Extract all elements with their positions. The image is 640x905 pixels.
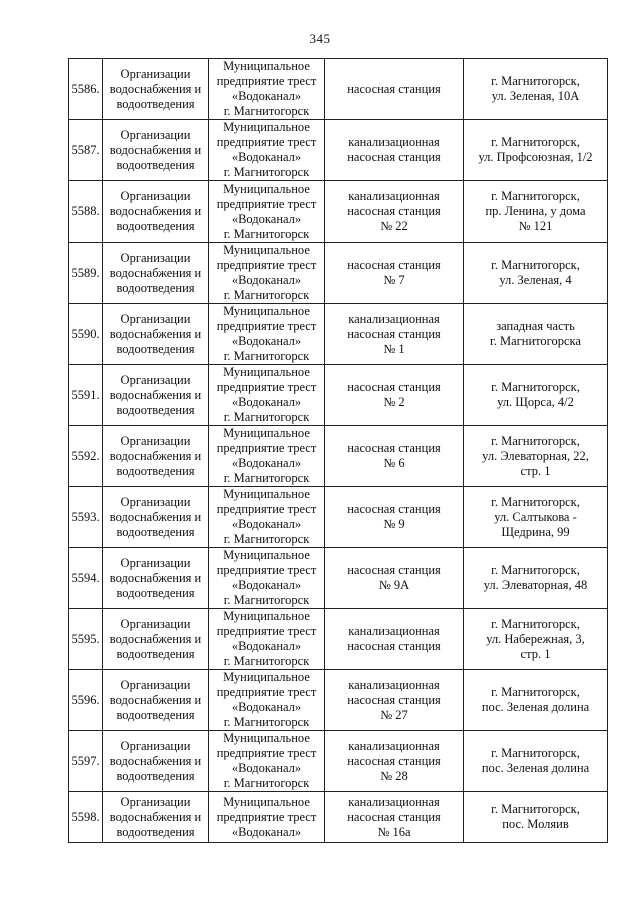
owner-cell-line: «Водоканал»	[231, 89, 302, 103]
owner-cell-line: предприятие трест	[216, 502, 317, 516]
owner-cell	[209, 426, 325, 487]
owner-cell-line: Муниципальное	[223, 548, 310, 562]
owner-cell	[209, 120, 325, 181]
address-cell	[464, 609, 608, 670]
object-cell-line: насосная станция	[347, 692, 441, 707]
page-number: 345	[309, 31, 331, 46]
organization-type-cell	[103, 243, 209, 304]
owner-cell-line: Муниципальное	[223, 243, 310, 257]
organization-type-cell	[103, 59, 209, 120]
address-cell	[464, 243, 608, 304]
object-cell-line: № 6	[383, 456, 405, 470]
owner-cell-line: предприятие трест	[216, 135, 317, 149]
owner-cell-line: Муниципальное	[223, 365, 310, 379]
organization-type-cell-line: Организации	[120, 616, 191, 631]
organization-type-cell-line: Организации	[120, 494, 191, 509]
owner-cell-line: Муниципальное	[223, 609, 310, 623]
object-cell-line: насосная станция	[347, 502, 441, 516]
organization-type-cell-line: водоотведения	[116, 157, 195, 172]
owner-cell	[209, 670, 325, 731]
row-number: 5597.	[69, 731, 103, 792]
owner-cell	[209, 792, 325, 843]
owner-cell	[209, 243, 325, 304]
owner-cell-line: «Водоканал»	[231, 456, 302, 470]
object-cell-line: № 9	[383, 517, 405, 531]
object-cell-line: насосная станция	[347, 753, 441, 768]
object-cell	[325, 548, 464, 609]
address-cell	[464, 487, 608, 548]
owner-cell-line: г. Магнитогорск	[223, 288, 310, 302]
owner-cell-line: предприятие трест	[216, 74, 317, 88]
organization-type-cell-line: водоснабжения и	[109, 509, 202, 524]
address-cell-line: г. Магнитогорск,	[491, 380, 580, 394]
organization-type-cell-line: водоотведения	[116, 96, 195, 111]
owner-cell-line: «Водоканал»	[231, 334, 302, 348]
organization-type-cell-line: Организации	[120, 66, 191, 81]
owner-cell-line: предприятие трест	[216, 809, 317, 824]
owner-cell-line: г. Магнитогорск	[223, 104, 310, 118]
row-number: 5594.	[69, 548, 103, 609]
address-cell-line: г. Магнитогорск,	[491, 494, 580, 509]
organization-type-cell-line: водоснабжения и	[109, 142, 202, 157]
address-cell	[464, 120, 608, 181]
owner-cell-line: «Водоканал»	[231, 824, 302, 839]
owner-cell-line: «Водоканал»	[231, 150, 302, 164]
address-cell	[464, 548, 608, 609]
organization-type-cell-line: Организации	[120, 555, 191, 570]
owner-cell	[209, 548, 325, 609]
organization-type-cell-line: водоотведения	[116, 707, 195, 722]
organization-type-cell-line: водоснабжения и	[109, 753, 202, 768]
address-cell	[464, 792, 608, 843]
object-cell-line: насосная станция	[347, 380, 441, 394]
address-cell-line: г. Магнитогорск,	[491, 258, 580, 272]
object-cell-line: № 16а	[377, 824, 411, 839]
owner-cell-line: Муниципальное	[223, 120, 310, 134]
owner-cell-line: Муниципальное	[223, 731, 310, 745]
organization-type-cell	[103, 548, 209, 609]
object-cell-line: насосная станция	[347, 326, 441, 341]
owner-cell-line: г. Магнитогорск	[223, 776, 310, 790]
organization-type-cell-line: Организации	[120, 189, 191, 203]
organization-type-cell	[103, 304, 209, 365]
row-number: 5586.	[69, 59, 103, 120]
organization-type-cell-line: водоотведения	[116, 341, 195, 356]
object-cell	[325, 609, 464, 670]
address-cell-line: г. Магнитогорска	[490, 334, 581, 348]
organization-type-cell	[103, 609, 209, 670]
table-row	[69, 304, 608, 365]
object-cell-line: № 7	[383, 273, 405, 287]
table-row	[69, 59, 608, 120]
address-cell-line: стр. 1	[520, 463, 551, 478]
organization-type-cell	[103, 487, 209, 548]
address-cell-line: г. Магнитогорск,	[491, 616, 580, 631]
owner-cell-line: г. Магнитогорск	[223, 410, 310, 424]
organization-type-cell-line: водоотведения	[116, 402, 195, 417]
object-cell-line: насосная станция	[347, 150, 441, 164]
table-row	[69, 426, 608, 487]
owner-cell	[209, 365, 325, 426]
object-cell-line: № 1	[383, 341, 405, 356]
owner-cell-line: Муниципальное	[223, 794, 310, 809]
object-cell-line: канализационная	[348, 311, 440, 326]
address-cell-line: г. Магнитогорск,	[491, 563, 580, 577]
address-cell-line: № 121	[518, 219, 553, 233]
owner-cell-line: предприятие трест	[216, 380, 317, 394]
owner-cell-line: «Водоканал»	[231, 700, 302, 714]
organization-type-cell-line: Организации	[120, 250, 191, 265]
object-cell-line: насосная станция	[347, 81, 441, 96]
row-number: 5595.	[69, 609, 103, 670]
owner-cell-line: г. Магнитогорск	[223, 532, 310, 546]
object-cell	[325, 59, 464, 120]
owner-cell-line: Муниципальное	[223, 59, 310, 73]
address-cell-line: ул. Элеваторная, 22,	[482, 448, 589, 463]
address-cell-line: г. Магнитогорск,	[491, 189, 580, 203]
table-row	[69, 792, 608, 843]
object-cell	[325, 426, 464, 487]
owner-cell-line: г. Магнитогорск	[223, 715, 310, 729]
row-number: 5598.	[69, 792, 103, 843]
organization-type-cell-line: водоснабжения и	[109, 809, 202, 824]
owner-cell-line: предприятие трест	[216, 624, 317, 638]
owner-cell-line: предприятие трест	[216, 319, 317, 333]
address-cell	[464, 731, 608, 792]
object-cell-line: канализационная	[348, 738, 440, 753]
object-cell-line: насосная станция	[347, 639, 441, 653]
owner-cell-line: г. Магнитогорск	[223, 471, 310, 485]
table-row	[69, 548, 608, 609]
owner-cell-line: «Водоканал»	[231, 395, 302, 409]
owner-cell	[209, 731, 325, 792]
address-cell-line: ул. Зеленая, 10А	[491, 89, 580, 103]
owner-cell	[209, 304, 325, 365]
row-number: 5596.	[69, 670, 103, 731]
owner-cell	[209, 609, 325, 670]
object-cell	[325, 792, 464, 843]
owner-cell-line: г. Магнитогорск	[223, 226, 310, 241]
row-number: 5592.	[69, 426, 103, 487]
table-row	[69, 731, 608, 792]
object-cell	[325, 243, 464, 304]
organization-type-cell-line: Организации	[120, 738, 191, 753]
address-cell-line: г. Магнитогорск,	[491, 746, 580, 760]
owner-cell-line: г. Магнитогорск	[223, 349, 310, 363]
row-number: 5593.	[69, 487, 103, 548]
organization-type-cell-line: Организации	[120, 677, 191, 692]
address-cell	[464, 670, 608, 731]
address-cell-line: г. Магнитогорск,	[491, 135, 580, 149]
address-cell-line: г. Магнитогорск,	[491, 74, 580, 88]
organization-type-cell-line: водоснабжения и	[109, 81, 202, 96]
address-cell	[464, 59, 608, 120]
organization-type-cell	[103, 731, 209, 792]
table-row	[69, 120, 608, 181]
owner-cell-line: «Водоканал»	[231, 639, 302, 653]
object-cell	[325, 487, 464, 548]
organization-type-cell	[103, 181, 209, 243]
address-cell-line: г. Магнитогорск,	[491, 685, 580, 699]
address-cell	[464, 365, 608, 426]
object-cell-line: насосная станция	[347, 441, 441, 455]
owner-cell-line: «Водоканал»	[231, 578, 302, 592]
address-cell-line: пос. Зеленая долина	[481, 700, 590, 714]
object-cell	[325, 120, 464, 181]
row-number: 5588.	[69, 181, 103, 243]
owner-cell	[209, 181, 325, 243]
object-cell-line: канализационная	[348, 189, 440, 203]
table-row	[69, 365, 608, 426]
address-cell-line: Щедрина, 99	[501, 524, 570, 539]
object-cell-line: канализационная	[348, 624, 440, 638]
organization-type-cell-line: Организации	[120, 794, 191, 809]
address-cell-line: ул. Профсоюзная, 1/2	[478, 150, 593, 164]
address-cell	[464, 304, 608, 365]
object-cell	[325, 731, 464, 792]
object-cell-line: № 2	[383, 395, 405, 409]
object-cell-line: № 28	[380, 768, 408, 783]
organization-type-cell-line: водоотведения	[116, 524, 195, 539]
owner-cell-line: предприятие трест	[216, 196, 317, 211]
address-cell	[464, 426, 608, 487]
row-number: 5589.	[69, 243, 103, 304]
row-number: 5590.	[69, 304, 103, 365]
object-cell-line: канализационная	[348, 135, 440, 149]
organization-type-cell-line: водоснабжения и	[109, 265, 202, 280]
owner-cell-line: «Водоканал»	[231, 517, 302, 531]
organization-type-cell-line: Организации	[120, 311, 191, 326]
address-cell-line: пос. Зеленая долина	[481, 761, 590, 775]
organization-type-cell-line: водоотведения	[116, 824, 195, 839]
table-row	[69, 609, 608, 670]
organization-type-cell	[103, 426, 209, 487]
registry-table-body	[69, 59, 608, 843]
registry-table	[68, 58, 608, 843]
object-cell-line: насосная станция	[347, 563, 441, 577]
object-cell-line: насосная станция	[347, 258, 441, 272]
table-row	[69, 487, 608, 548]
object-cell-line: № 22	[380, 219, 408, 233]
owner-cell-line: предприятие трест	[216, 685, 317, 699]
object-cell-line: № 9А	[378, 578, 410, 592]
owner-cell-line: «Водоканал»	[231, 211, 302, 226]
address-cell-line: западная часть	[496, 319, 575, 333]
organization-type-cell	[103, 792, 209, 843]
address-cell-line: г. Магнитогорск,	[491, 802, 580, 816]
organization-type-cell	[103, 365, 209, 426]
organization-type-cell-line: Организации	[120, 372, 191, 387]
address-cell-line: пос. Моляив	[502, 817, 569, 831]
address-cell-line: ул. Зеленая, 4	[499, 273, 572, 287]
owner-cell-line: предприятие трест	[216, 746, 317, 760]
organization-type-cell-line: Организации	[120, 127, 191, 142]
object-cell	[325, 181, 464, 243]
address-cell-line: ул. Салтыкова -	[494, 509, 577, 524]
owner-cell-line: «Водоканал»	[231, 761, 302, 775]
object-cell-line: канализационная	[348, 794, 440, 809]
organization-type-cell-line: Организации	[120, 433, 191, 448]
organization-type-cell-line: водоотведения	[116, 280, 195, 295]
owner-cell-line: Муниципальное	[223, 670, 310, 684]
address-cell-line: ул. Набережная, 3,	[486, 631, 585, 646]
object-cell-line: № 27	[380, 707, 408, 722]
organization-type-cell-line: водоснабжения и	[109, 448, 202, 463]
organization-type-cell-line: водоснабжения и	[109, 631, 202, 646]
table-row	[69, 243, 608, 304]
organization-type-cell-line: водоснабжения и	[109, 326, 202, 341]
owner-cell	[209, 487, 325, 548]
organization-type-cell-line: водоснабжения и	[109, 204, 202, 218]
organization-type-cell	[103, 670, 209, 731]
address-cell	[464, 181, 608, 243]
organization-type-cell-line: водоотведения	[116, 646, 195, 661]
owner-cell	[209, 59, 325, 120]
owner-cell-line: предприятие трест	[216, 258, 317, 272]
owner-cell-line: предприятие трест	[216, 441, 317, 455]
owner-cell-line: Муниципальное	[223, 304, 310, 318]
owner-cell-line: предприятие трест	[216, 563, 317, 577]
organization-type-cell-line: водоотведения	[116, 768, 195, 783]
address-cell-line: ул. Щорса, 4/2	[497, 395, 574, 409]
object-cell-line: канализационная	[348, 677, 440, 692]
owner-cell-line: г. Магнитогорск	[223, 165, 310, 179]
object-cell-line: насосная станция	[347, 204, 441, 218]
organization-type-cell	[103, 120, 209, 181]
owner-cell-line: г. Магнитогорск	[223, 654, 310, 668]
address-cell-line: стр. 1	[520, 646, 551, 661]
organization-type-cell-line: водоотведения	[116, 219, 195, 233]
owner-cell-line: г. Магнитогорск	[223, 593, 310, 607]
organization-type-cell-line: водоснабжения и	[109, 387, 202, 402]
address-cell-line: ул. Элеваторная, 48	[483, 578, 588, 592]
organization-type-cell-line: водоотведения	[116, 463, 195, 478]
organization-type-cell-line: водоснабжения и	[109, 692, 202, 707]
table-row	[69, 181, 608, 243]
object-cell-line: насосная станция	[347, 809, 441, 824]
object-cell	[325, 670, 464, 731]
owner-cell-line: Муниципальное	[223, 426, 310, 440]
organization-type-cell-line: водоотведения	[116, 585, 195, 600]
object-cell	[325, 304, 464, 365]
owner-cell-line: Муниципальное	[223, 181, 310, 196]
owner-cell-line: «Водоканал»	[231, 273, 302, 287]
organization-type-cell-line: водоснабжения и	[109, 570, 202, 585]
row-number: 5591.	[69, 365, 103, 426]
row-number: 5587.	[69, 120, 103, 181]
address-cell-line: пр. Ленина, у дома	[485, 204, 586, 218]
address-cell-line: г. Магнитогорск,	[491, 433, 580, 448]
owner-cell-line: Муниципальное	[223, 487, 310, 501]
table-row	[69, 670, 608, 731]
object-cell	[325, 365, 464, 426]
